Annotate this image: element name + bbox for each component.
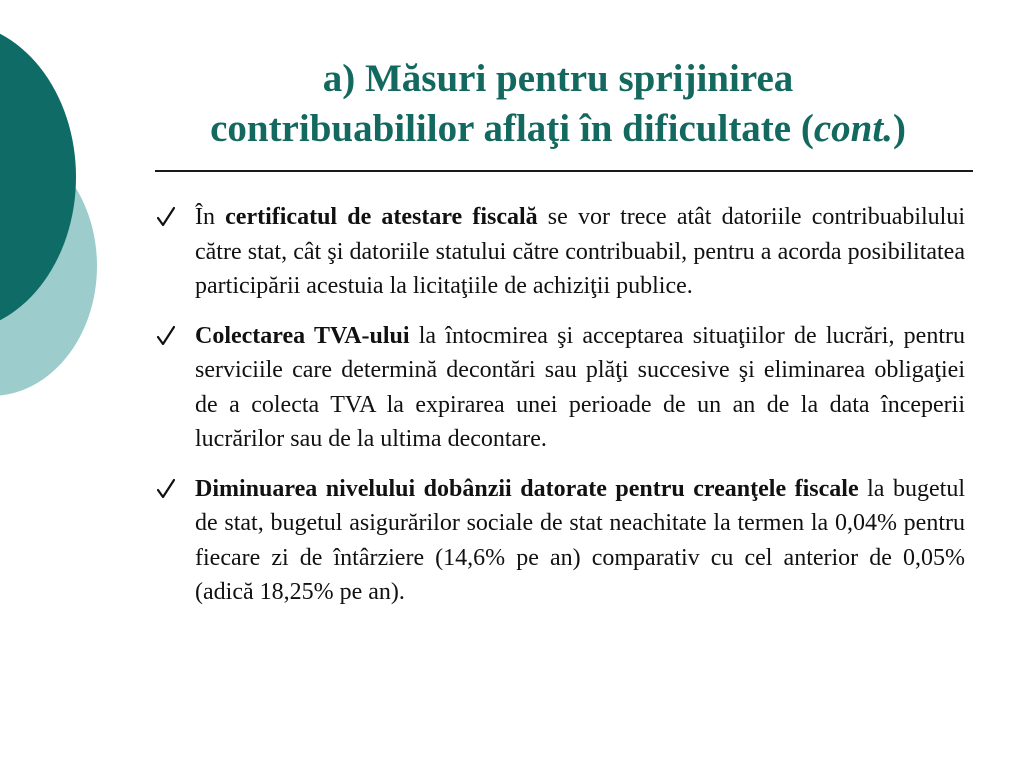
title-line-1: a) Măsuri pentru sprijinirea — [322, 57, 794, 100]
bullet-text-body: se vor trece atât datoriile contribuabilului către stat, cât şi datoriile statului către contribuabil, pentru a acorda posibilitatea participării acestuia la licitaţiile de achiziţii publice. — [195, 204, 966, 299]
bullet-item — [155, 472, 965, 610]
checkmark-icon — [157, 325, 175, 347]
slide-title — [140, 54, 976, 154]
checkmark-icon — [157, 478, 175, 500]
bullet-item — [155, 200, 965, 304]
bullet-list — [155, 200, 965, 625]
title-line-2-text: contribuabililor aflaţi în dificultate ( — [210, 107, 814, 150]
checkmark-icon — [157, 206, 175, 228]
title-line-2-italic: cont. — [813, 107, 893, 150]
bullet-text-bold: certificatul de atestare fiscală — [225, 204, 538, 230]
bullet-text-bold: Colectarea TVA-ului — [195, 322, 410, 349]
bullet-text-body: la întocmirea şi acceptarea situaţiilor de lucrări, pentru serviciile care determină decontări sau plăţi succesive şi eliminarea obligaţiei de a colecta TVA la expirarea unei perioade de un an de la data începerii lucrărilor sau de la ultima decontare. — [195, 322, 965, 452]
bullet-text — [195, 319, 965, 457]
bullet-text-pre: În — [195, 204, 226, 230]
bullet-text-bold: Diminuarea nivelului dobânzii datorate pentru creanţele fiscale — [195, 475, 859, 502]
title-divider — [155, 170, 973, 172]
bullet-text — [195, 200, 965, 304]
bullet-text — [195, 472, 965, 610]
title-line-2-close: ) — [892, 107, 906, 150]
bullet-item — [155, 319, 965, 457]
bullet-text-body: la bugetul de stat, bugetul asigurărilor sociale de stat neachitate la termen la 0,04% pentru fiecare zi de întârziere (14,6% pe an) comparativ cu cel anterior de 0,05% (adică 18,25% pe an). — [195, 475, 965, 605]
